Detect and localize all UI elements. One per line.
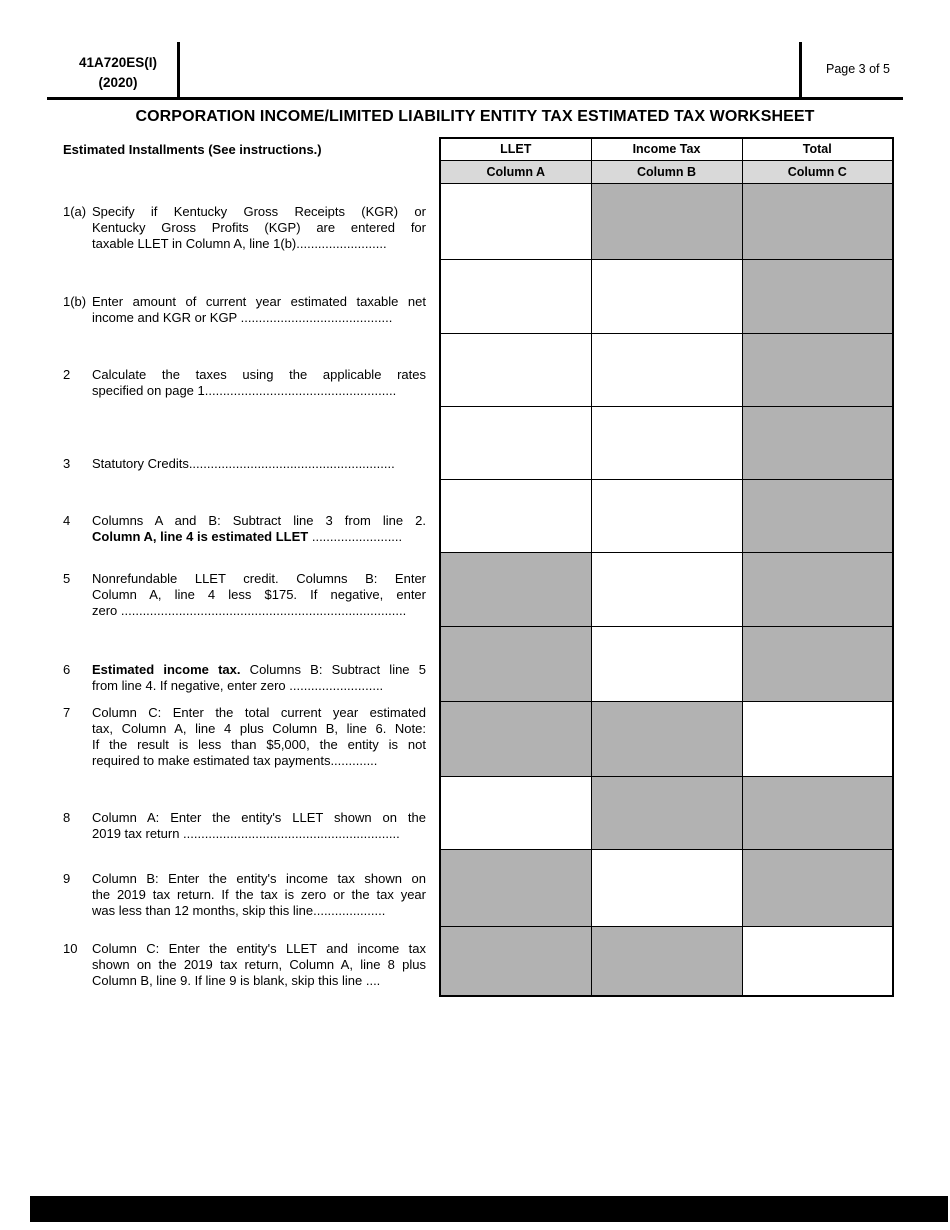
worksheet-row-6 — [63, 626, 893, 701]
worksheet-row-7 — [63, 701, 893, 776]
worksheet-row-10 — [63, 926, 893, 996]
row-instruction-text: Column C: Enter the total current year estimated tax, Column A, line 4 plus Column B, line 6. Note: If the result is less than $5,000, the entity is not required to make estimated tax payments............. — [92, 705, 426, 768]
worksheet-row-3 — [63, 406, 893, 479]
cell-5-column-c — [742, 552, 893, 626]
cell-2-column-b[interactable] — [591, 333, 742, 406]
row-description-9 — [63, 849, 440, 926]
cell-6-column-b[interactable] — [591, 626, 742, 701]
footer-bar — [30, 1196, 948, 1222]
header-column-a: Column A — [440, 160, 591, 183]
cell-1b-column-b[interactable] — [591, 259, 742, 333]
cell-8-column-c — [742, 776, 893, 849]
cell-1a-column-a[interactable] — [440, 183, 591, 259]
cell-6-column-a — [440, 626, 591, 701]
cell-1a-column-b — [591, 183, 742, 259]
header-divider-right — [799, 42, 802, 99]
row-number: 5 — [63, 571, 71, 586]
cell-9-column-c — [742, 849, 893, 926]
row-description-7 — [63, 701, 440, 776]
header-column-c: Column C — [742, 160, 893, 183]
cell-4-column-b[interactable] — [591, 479, 742, 552]
cell-1a-column-c — [742, 183, 893, 259]
row-instruction-text: Statutory Credits......................................................... — [92, 456, 395, 471]
row-number: 3 — [63, 456, 71, 471]
form-year: (2020) — [98, 75, 138, 90]
form-title: CORPORATION INCOME/LIMITED LIABILITY ENTITY TAX ESTIMATED TAX WORKSHEET — [135, 108, 815, 125]
row-number: 1(b) — [63, 294, 87, 309]
cell-3-column-c — [742, 406, 893, 479]
row-instruction-text: Column B: Enter the entity's income tax shown on the 2019 tax return. If the tax is zero or the tax year was less than 12 months, skip this line.................... — [92, 871, 426, 918]
row-description-5 — [63, 552, 440, 626]
cell-1b-column-a[interactable] — [440, 259, 591, 333]
form-number: 41A720ES(I) — [78, 55, 158, 70]
cell-6-column-c — [742, 626, 893, 701]
row-instruction-text: Column A: Enter the entity's LLET shown on the 2019 tax return ............................................................ — [92, 810, 426, 841]
worksheet-row-1a — [63, 183, 893, 259]
row-instruction-text: Enter amount of current year estimated taxable net income and KGR or KGP .......................................... — [92, 294, 426, 325]
page-indicator: Page 3 of 5 — [826, 62, 890, 76]
cell-8-column-a[interactable] — [440, 776, 591, 849]
row-number: 7 — [63, 705, 71, 720]
cell-1b-column-c — [742, 259, 893, 333]
header-llet: LLET — [440, 138, 591, 160]
row-number: 6 — [63, 662, 71, 677]
cell-7-column-a — [440, 701, 591, 776]
cell-10-column-a — [440, 926, 591, 996]
form-id-block — [58, 53, 178, 93]
column-label-spacer — [63, 160, 440, 183]
cell-5-column-b[interactable] — [591, 552, 742, 626]
row-description-1a — [63, 183, 440, 259]
row-instruction-text: Estimated income tax. Columns B: Subtract line 5 from line 4. If negative, enter zero .......................... — [92, 662, 426, 693]
row-number: 1(a) — [63, 204, 87, 219]
cell-9-column-a — [440, 849, 591, 926]
cell-2-column-a[interactable] — [440, 333, 591, 406]
row-instruction-text: Calculate the taxes using the applicable rates specified on page 1..................................................... — [92, 367, 426, 398]
worksheet-row-9 — [63, 849, 893, 926]
worksheet-row-8 — [63, 776, 893, 849]
cell-4-column-c — [742, 479, 893, 552]
row-instruction-text: Column C: Enter the entity's LLET and income tax shown on the 2019 tax return, Column A, line 8 plus Column B, line 9. If line 9 is blank, skip this line .... — [92, 941, 426, 988]
header-income-tax: Income Tax — [591, 138, 742, 160]
row-description-3 — [63, 406, 440, 479]
header-divider-left — [177, 42, 180, 99]
row-description-4 — [63, 479, 440, 552]
cell-10-column-c[interactable] — [742, 926, 893, 996]
cell-9-column-b[interactable] — [591, 849, 742, 926]
cell-2-column-c — [742, 333, 893, 406]
section-heading: Estimated Installments (See instructions.) — [63, 141, 322, 157]
worksheet-row-4 — [63, 479, 893, 552]
cell-5-column-a — [440, 552, 591, 626]
worksheet-row-5 — [63, 552, 893, 626]
cell-7-column-c[interactable] — [742, 701, 893, 776]
header-column-b: Column B — [591, 160, 742, 183]
worksheet-row-2 — [63, 333, 893, 406]
row-number: 4 — [63, 513, 71, 528]
cell-3-column-b[interactable] — [591, 406, 742, 479]
row-instruction-text: Columns A and B: Subtract line 3 from line 2. Column A, line 4 is estimated LLET ......................... — [92, 513, 426, 544]
worksheet-table — [63, 137, 894, 997]
column-label-row — [63, 160, 893, 183]
worksheet-row-1b — [63, 259, 893, 333]
cell-7-column-b — [591, 701, 742, 776]
row-number: 10 — [63, 941, 78, 956]
cell-4-column-a[interactable] — [440, 479, 591, 552]
row-description-8 — [63, 776, 440, 849]
row-description-1b — [63, 259, 440, 333]
cell-3-column-a[interactable] — [440, 406, 591, 479]
row-number: 8 — [63, 810, 71, 825]
row-instruction-text: Nonrefundable LLET credit. Columns B: Enter Column A, line 4 less $175. If negative, enter zero ............................................................................... — [92, 571, 426, 618]
column-group-row — [63, 138, 893, 160]
row-number: 2 — [63, 367, 71, 382]
header-total: Total — [742, 138, 893, 160]
row-description-6 — [63, 626, 440, 701]
header-rule — [47, 97, 903, 100]
cell-8-column-b — [591, 776, 742, 849]
row-description-10 — [63, 926, 440, 996]
row-number: 9 — [63, 871, 71, 886]
row-description-2 — [63, 333, 440, 406]
row-instruction-text: Specify if Kentucky Gross Receipts (KGR) or Kentucky Gross Profits (KGP) are entered for taxable LLET in Column A, line 1(b)......................... — [92, 204, 426, 251]
cell-10-column-b — [591, 926, 742, 996]
